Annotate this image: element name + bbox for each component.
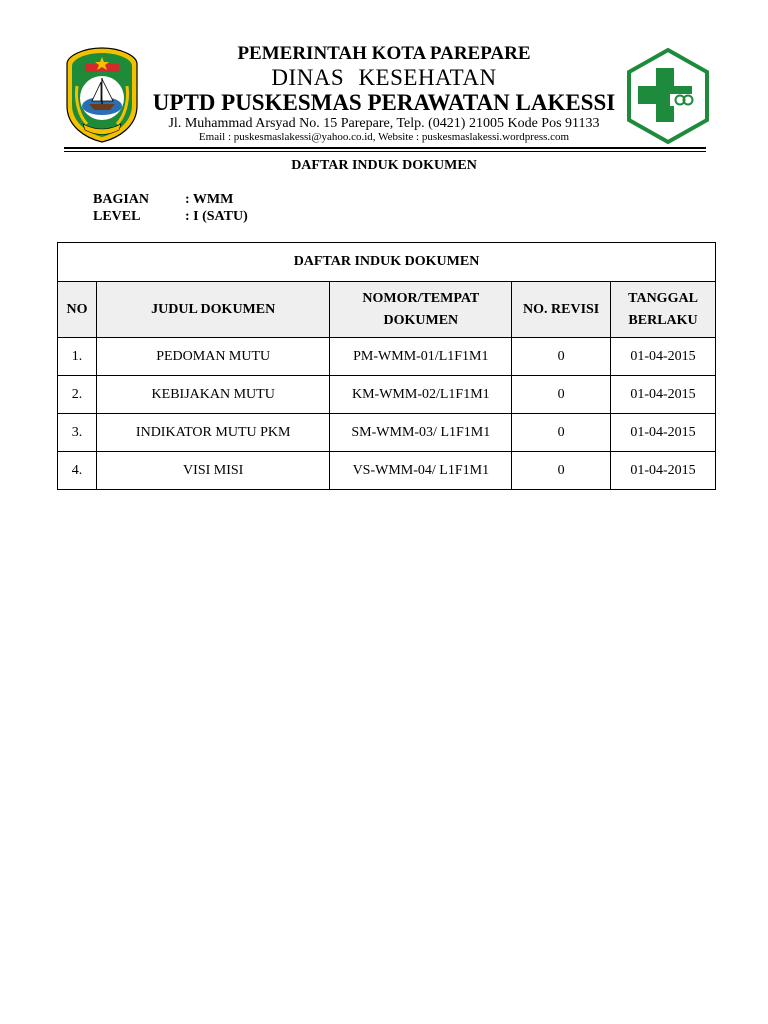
bagian-line [93,192,233,208]
table-header-row [58,282,716,338]
cell-judul: KEBIJAKAN MUTU [96,376,329,414]
unit-name: UPTD PUSKESMAS PERAWATAN LAKESSI [152,90,616,115]
header-no: NO [58,282,97,338]
puskesmas-logo-icon [626,48,710,144]
header-tanggal-line2: BERLAKU [628,312,698,328]
cell-judul: INDIKATOR MUTU PKM [96,414,329,452]
cell-nomor: PM-WMM-01/L1F1M1 [330,338,512,376]
cell-judul: PEDOMAN MUTU [96,338,329,376]
level-line [93,209,248,225]
cell-tanggal: 01-04-2015 [611,338,716,376]
header-nomor-line1: NOMOR/TEMPAT [362,290,480,306]
level-value: : I (SATU) [185,209,248,224]
table-caption-row [58,243,716,282]
letterhead [0,0,768,160]
cell-revisi: 0 [512,376,611,414]
bagian-value: : WMM [185,192,234,207]
contact-line: Email : puskesmaslakessi@yahoo.co.id, Website : puskesmaslakessi.wordpress.com [198,131,570,143]
header-tanggal-line1: TANGGAL [628,290,698,306]
header-rule-thin [64,151,706,152]
cell-nomor: KM-WMM-02/L1F1M1 [330,376,512,414]
cell-no: 2. [58,376,97,414]
cell-revisi: 0 [512,414,611,452]
table-caption: DAFTAR INDUK DOKUMEN [58,243,716,282]
header-revisi: NO. REVISI [512,282,611,338]
cell-no: 3. [58,414,97,452]
cell-tanggal: 01-04-2015 [611,452,716,490]
table-row [58,376,716,414]
table-row [58,414,716,452]
level-label: LEVEL [93,209,141,224]
table-row [58,338,716,376]
header-rule-thick [64,147,706,149]
cell-nomor: SM-WMM-03/ L1F1M1 [330,414,512,452]
document-register-table [57,242,716,490]
header-nomor-line2: DOKUMEN [383,312,459,328]
cell-no: 4. [58,452,97,490]
cell-tanggal: 01-04-2015 [611,376,716,414]
cell-no: 1. [58,338,97,376]
table-row [58,452,716,490]
cell-nomor: VS-WMM-04/ L1F1M1 [330,452,512,490]
address-line: Jl. Muhammad Arsyad No. 15 Parepare, Telp. (0421) 21005 Kode Pos 91133 [168,116,600,131]
parepare-city-emblem-icon [63,46,141,144]
document-title: DAFTAR INDUK DOKUMEN [291,158,477,173]
cell-revisi: 0 [512,338,611,376]
header-nomor [330,282,512,338]
header-judul: JUDUL DOKUMEN [96,282,329,338]
cell-tanggal: 01-04-2015 [611,414,716,452]
cell-judul: VISI MISI [96,452,329,490]
department-name: DINAS KESEHATAN [271,65,497,90]
header-tanggal [611,282,716,338]
cell-revisi: 0 [512,452,611,490]
government-name: PEMERINTAH KOTA PAREPARE [237,43,531,64]
bagian-label: BAGIAN [93,192,150,207]
